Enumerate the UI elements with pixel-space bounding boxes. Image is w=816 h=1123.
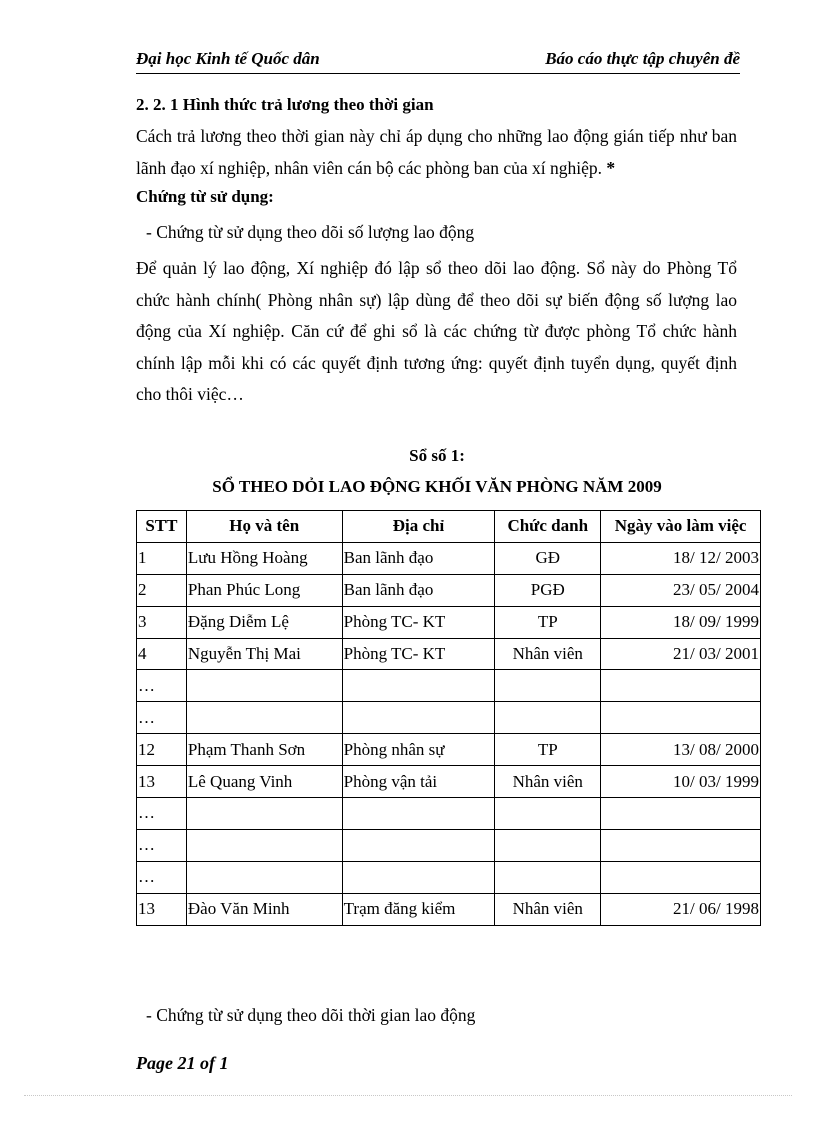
- bullet-labor-count: - Chứng từ sử dụng theo dõi số lượng lao động: [146, 222, 475, 242]
- cell-name: Lê Quang Vinh: [186, 766, 342, 798]
- cell-address: Ban lãnh đạo: [342, 542, 495, 574]
- cell-name: Đào Văn Minh: [186, 893, 342, 925]
- sheet-label: Sổ số 1:: [409, 446, 465, 465]
- cell-position: PGĐ: [495, 574, 601, 606]
- cell-stt: 4: [137, 638, 187, 670]
- cell-name: Lưu Hồng Hoàng: [186, 542, 342, 574]
- table-row: [137, 734, 761, 766]
- header-position: Chức danh: [495, 511, 601, 543]
- header-report-title: Báo cáo thực tập chuyên đề: [545, 49, 740, 68]
- table-row: [137, 829, 761, 861]
- cell-position: [495, 861, 601, 893]
- cell-stt: 12: [137, 734, 187, 766]
- table-header-row: [137, 511, 761, 543]
- cell-position: Nhân viên: [495, 638, 601, 670]
- cell-address: [342, 670, 495, 702]
- table-row: [137, 702, 761, 734]
- cell-stt: …: [137, 798, 187, 830]
- cell-name: Phạm Thanh Sơn: [186, 734, 342, 766]
- table-row: [137, 574, 761, 606]
- cell-position: [495, 702, 601, 734]
- cell-start-date: 18/ 09/ 1999: [601, 606, 761, 638]
- cell-start-date: [601, 829, 761, 861]
- cell-address: Phòng nhân sự: [342, 734, 495, 766]
- cell-stt: 2: [137, 574, 187, 606]
- cell-start-date: 21/ 03/ 2001: [601, 638, 761, 670]
- table-row: [137, 670, 761, 702]
- table-row: [137, 638, 761, 670]
- header-name: Họ và tên: [186, 511, 342, 543]
- cell-name: Đặng Diễm Lệ: [186, 606, 342, 638]
- cell-stt: …: [137, 829, 187, 861]
- cell-position: TP: [495, 606, 601, 638]
- cell-position: GĐ: [495, 542, 601, 574]
- table-body: [137, 542, 761, 925]
- cell-position: [495, 670, 601, 702]
- cell-address: Ban lãnh đạo: [342, 574, 495, 606]
- header-stt: STT: [137, 511, 187, 543]
- cell-stt: 3: [137, 606, 187, 638]
- cell-name: [186, 829, 342, 861]
- labor-ledger-table: [136, 510, 761, 926]
- asterisk-mark: *: [606, 157, 616, 178]
- cell-address: [342, 702, 495, 734]
- cell-stt: 13: [137, 766, 187, 798]
- section-heading: 2. 2. 1 Hình thức trả lương theo thời gian: [136, 95, 434, 114]
- cell-position: [495, 829, 601, 861]
- cell-start-date: 23/ 05/ 2004: [601, 574, 761, 606]
- cell-position: Nhân viên: [495, 893, 601, 925]
- cell-address: [342, 798, 495, 830]
- cell-position: TP: [495, 734, 601, 766]
- paragraph-time-wage-text: Cách trả lương theo thời gian này chỉ áp dụng cho những lao động gián tiếp như ban lãnh đạo xí nghiệp, nhân viên cán bộ các phòng ban của xí nghiệp.: [136, 126, 737, 178]
- cell-address: Phòng TC- KT: [342, 638, 495, 670]
- cell-name: Nguyễn Thị Mai: [186, 638, 342, 670]
- cell-stt: …: [137, 861, 187, 893]
- cell-start-date: [601, 670, 761, 702]
- sheet-title: SỔ THEO DỎI LAO ĐỘNG KHỐI VĂN PHÒNG NĂM 2009: [212, 477, 662, 496]
- cell-address: Trạm đăng kiểm: [342, 893, 495, 925]
- cell-stt: 13: [137, 893, 187, 925]
- cell-name: Phan Phúc Long: [186, 574, 342, 606]
- cell-address: [342, 861, 495, 893]
- cell-name: [186, 670, 342, 702]
- cell-name: [186, 798, 342, 830]
- vouchers-heading: Chứng từ sử dụng:: [136, 187, 274, 206]
- paragraph-labor-book: Để quản lý lao động, Xí nghiệp đó lập sổ theo dõi lao động. Sổ này do Phòng Tổ chức hành chính( Phòng nhân sự) lập dùng để theo dõi sự biến động số lượng lao động của Xí nghiệp. Căn cứ để ghi sổ là các chứng từ được phòng Tổ chức hành chính lập mỗi khi có các quyết định tương ứng: quyết định tuyển dụng, quyết định cho thôi việc…: [136, 258, 737, 404]
- cell-start-date: [601, 861, 761, 893]
- page-header: [136, 47, 740, 74]
- header-start-date: Ngày vào làm việc: [601, 511, 761, 543]
- bullet-labor-time: - Chứng từ sử dụng theo dõi thời gian lao động: [146, 1005, 476, 1025]
- cell-name: [186, 702, 342, 734]
- header-university: Đại học Kinh tế Quốc dân: [136, 49, 320, 68]
- table-row: [137, 893, 761, 925]
- table-row: [137, 861, 761, 893]
- cell-start-date: [601, 702, 761, 734]
- cell-stt: 1: [137, 542, 187, 574]
- cell-stt: …: [137, 670, 187, 702]
- page-bottom-divider: [24, 1095, 792, 1096]
- cell-position: Nhân viên: [495, 766, 601, 798]
- table-row: [137, 606, 761, 638]
- table-row: [137, 798, 761, 830]
- cell-start-date: 13/ 08/ 2000: [601, 734, 761, 766]
- cell-start-date: 18/ 12/ 2003: [601, 542, 761, 574]
- paragraph-time-wage: [136, 121, 737, 184]
- page-footer: Page 21 of 1: [136, 1053, 229, 1073]
- cell-name: [186, 861, 342, 893]
- cell-stt: …: [137, 702, 187, 734]
- cell-start-date: 21/ 06/ 1998: [601, 893, 761, 925]
- cell-start-date: 10/ 03/ 1999: [601, 766, 761, 798]
- header-address: Địa chỉ: [342, 511, 495, 543]
- cell-position: [495, 798, 601, 830]
- cell-address: [342, 829, 495, 861]
- table-row: [137, 542, 761, 574]
- cell-address: Phòng vận tải: [342, 766, 495, 798]
- cell-start-date: [601, 798, 761, 830]
- table-row: [137, 766, 761, 798]
- cell-address: Phòng TC- KT: [342, 606, 495, 638]
